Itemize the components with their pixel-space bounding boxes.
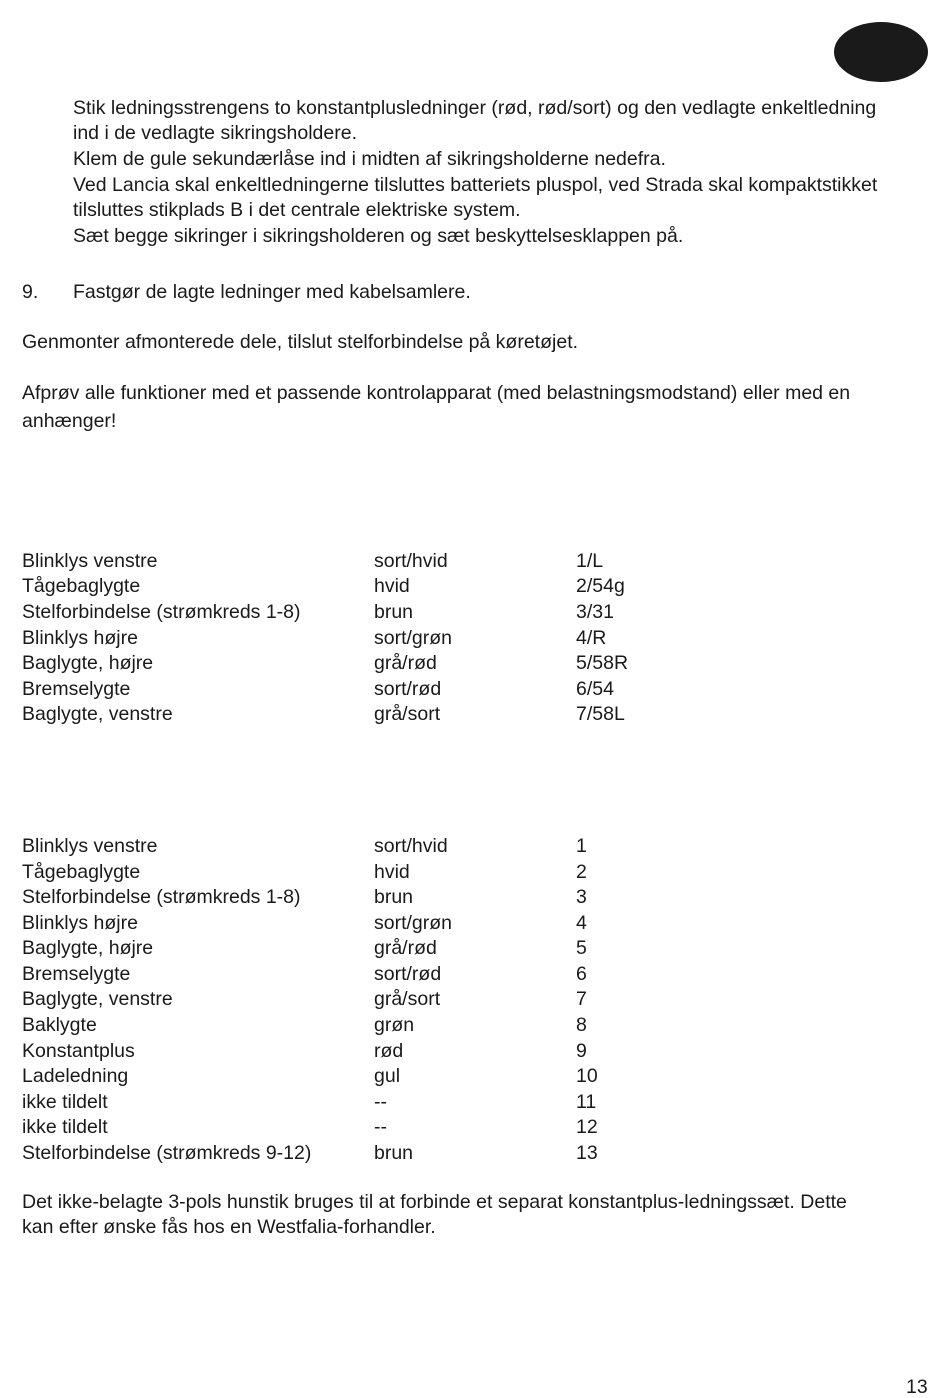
intro-line: Sæt begge sikringer i sikringsholderen og sæt beskyttelsesklappen på. (73, 225, 684, 247)
closing-paragraph-line: kan efter ønske fås hos en Westfalia-forhandler. (22, 1216, 436, 1238)
test-paragraph-line: Afprøv alle funktioner med et passende kontrolapparat (med belastningsmodstand) eller med en (22, 382, 851, 404)
function-cell: Bremselygte (22, 963, 131, 985)
color-cell: grøn (374, 1014, 415, 1036)
function-cell: Baglygte, venstre (22, 988, 173, 1010)
pin-cell: 7 (576, 988, 587, 1010)
table-row (0, 1142, 950, 1164)
function-cell: Baklygte (22, 1014, 97, 1036)
color-cell: brun (374, 601, 414, 623)
function-cell: Blinklys højre (22, 912, 138, 934)
test-paragraph-line: anhænger! (22, 410, 117, 432)
function-cell: Baglygte, venstre (22, 703, 173, 725)
pin-cell: 6/54 (576, 678, 614, 700)
color-cell: hvid (374, 575, 410, 597)
function-cell: Stelforbindelse (strømkreds 9-12) (22, 1142, 312, 1164)
pin-cell: 2 (576, 861, 587, 883)
color-cell: sort/hvid (374, 550, 448, 572)
table-row (0, 703, 950, 725)
color-cell: sort/rød (374, 678, 442, 700)
function-cell: Bremselygte (22, 678, 131, 700)
table-row (0, 886, 950, 908)
color-cell: sort/hvid (374, 835, 448, 857)
table-row (0, 835, 950, 857)
intro-line: Ved Lancia skal enkeltledningerne tilsluttes batteriets pluspol, ved Strada skal kompaktstikket (73, 174, 878, 196)
table-row (0, 550, 950, 572)
table-row (0, 652, 950, 674)
color-cell: gul (374, 1065, 401, 1087)
function-cell: ikke tildelt (22, 1116, 108, 1138)
function-cell: Ladeledning (22, 1065, 129, 1087)
table-row (0, 1091, 950, 1113)
function-cell: Stelforbindelse (strømkreds 1-8) (22, 601, 301, 623)
table-row (0, 1014, 950, 1036)
color-cell: grå/sort (374, 703, 441, 725)
pin-cell: 3/31 (576, 601, 614, 623)
color-cell: grå/rød (374, 937, 437, 959)
color-cell: hvid (374, 861, 410, 883)
pin-cell: 6 (576, 963, 587, 985)
color-cell: rød (374, 1040, 404, 1062)
function-cell: Blinklys højre (22, 627, 138, 649)
pin-cell: 10 (576, 1065, 598, 1087)
pin-cell: 4/R (576, 627, 607, 649)
pin-cell: 12 (576, 1116, 598, 1138)
pin-cell: 4 (576, 912, 587, 934)
step-number: 9. (22, 281, 39, 303)
table-row (0, 627, 950, 649)
function-cell: Stelforbindelse (strømkreds 1-8) (22, 886, 301, 908)
table-row (0, 988, 950, 1010)
function-cell: ikke tildelt (22, 1091, 108, 1113)
pin-cell: 1/L (576, 550, 604, 572)
color-cell: sort/grøn (374, 627, 453, 649)
function-cell: Blinklys venstre (22, 835, 158, 857)
intro-line: Klem de gule sekundærlåse ind i midten af sikringsholderne nedefra. (73, 148, 666, 170)
color-cell: grå/sort (374, 988, 441, 1010)
color-cell: sort/rød (374, 963, 442, 985)
table-row (0, 575, 950, 597)
table-row (0, 1116, 950, 1138)
pin-cell: 1 (576, 835, 587, 857)
intro-line: ind i de vedlagte sikringsholdere. (73, 122, 358, 144)
function-cell: Tågebaglygte (22, 575, 141, 597)
function-cell: Blinklys venstre (22, 550, 158, 572)
function-cell: Tågebaglygte (22, 861, 141, 883)
table-row (0, 678, 950, 700)
pin-cell: 13 (576, 1142, 598, 1164)
pin-cell: 11 (576, 1091, 597, 1113)
table-row (0, 937, 950, 959)
remount-paragraph: Genmonter afmonterede dele, tilslut stelforbindelse på køretøjet. (22, 331, 579, 353)
pin-cell: 7/58L (576, 703, 625, 725)
color-cell: -- (374, 1116, 387, 1138)
language-badge (834, 22, 928, 82)
table-row (0, 861, 950, 883)
color-cell: brun (374, 1142, 414, 1164)
pin-cell: 8 (576, 1014, 587, 1036)
color-cell: brun (374, 886, 414, 908)
table-row (0, 963, 950, 985)
function-cell: Baglygte, højre (22, 652, 154, 674)
pin-cell: 9 (576, 1040, 587, 1062)
color-cell: grå/rød (374, 652, 437, 674)
table-row (0, 1065, 950, 1087)
function-cell: Baglygte, højre (22, 937, 154, 959)
function-cell: Konstantplus (22, 1040, 135, 1062)
table-row (0, 912, 950, 934)
pin-cell: 5 (576, 937, 587, 959)
table-row (0, 601, 950, 623)
color-cell: -- (374, 1091, 387, 1113)
intro-line: Stik ledningsstrengens to konstantplusledninger (rød, rød/sort) og den vedlagte enkeltledning (73, 97, 877, 119)
color-cell: sort/grøn (374, 912, 453, 934)
closing-paragraph-line: Det ikke-belagte 3-pols hunstik bruges til at forbinde et separat konstantplus-ledningssæt. Dette (22, 1191, 847, 1213)
pin-cell: 3 (576, 886, 587, 908)
intro-line: tilsluttes stikplads B i det centrale elektriske system. (73, 199, 521, 221)
pin-cell: 5/58R (576, 652, 629, 674)
step-text: Fastgør de lagte ledninger med kabelsamlere. (73, 281, 471, 303)
pin-cell: 2/54g (576, 575, 625, 597)
page-number: 13 (906, 1376, 928, 1398)
table-row (0, 1040, 950, 1062)
